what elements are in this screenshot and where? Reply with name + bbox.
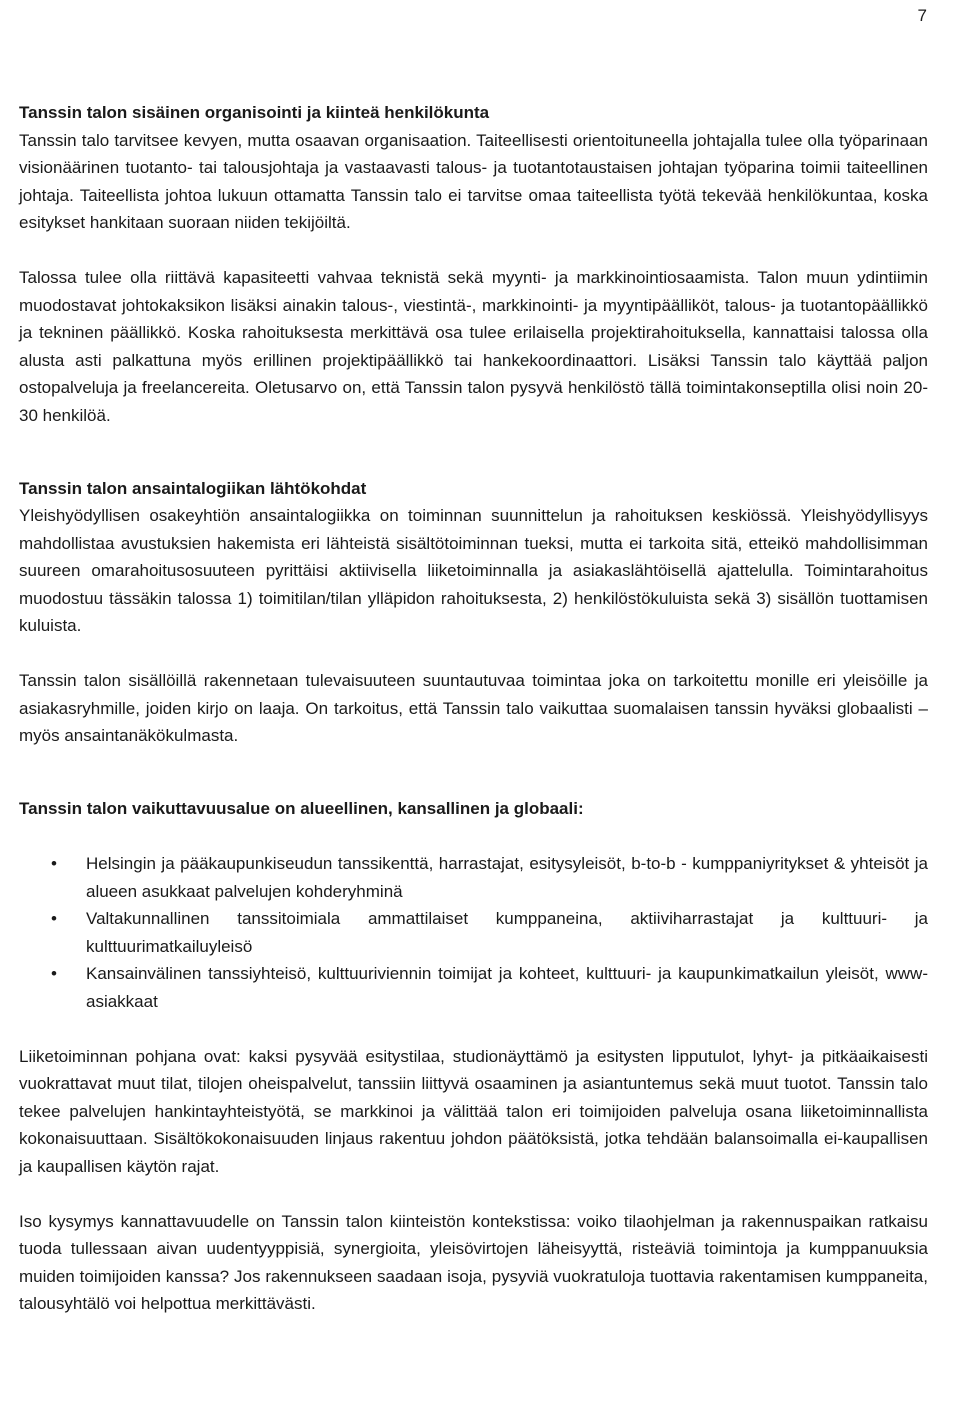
paragraph-revenue-1: Yleishyödyllisen osakeyhtiön ansaintalogiikka on toiminnan suunnittelun ja rahoituksen keskiössä. Yleishyödyllisyys mahdollistaa avustuksien hakemista eri lähteistä sisältötoiminnan tueksi, mutta ei tarkoita sitä, etteikö mahdollisimman suureen omarahoitusosuuteen pyrittäisi aktiivisella liiketoiminnalla ja asiakaslähtöisellä ajattelulla. Toimintarahoitus muodostuu tässäkin talossa 1) toimitilan/tilan ylläpidon rahoituksesta, 2) henkilöstökuluista sekä 3) sisällön tuottamisen kuluista.	[19, 506, 928, 635]
paragraph-revenue-2: Tanssin talon sisällöillä rakennetaan tulevaisuuteen suuntautuvaa toimintaa joka on tarkoitettu monille eri yleisöille ja asiakasryhmille, joiden kirjo on laaja. On tarkoitus, että Tanssin talo vaikuttaa suomalaisen tanssin hyväksi globaalisti –myös ansaintanäkökulmasta.	[19, 671, 928, 745]
list-item-text: Valtakunnallinen tanssitoimiala ammattilaiset kumppaneina, aktiiviharrastajat ja kulttuuri- ja kulttuurimatkailuyleisö	[86, 909, 928, 956]
list-item	[19, 960, 928, 1015]
paragraph-business-basis: Liiketoiminnan pohjana ovat: kaksi pysyvää esitystilaa, studionäyttämö ja esitysten lipputulot, lyhyt- ja pitkäaikaisesti vuokrattavat muut tilat, tilojen oheispalvelut, tanssiin liittyvä osaaminen ja asiantuntemus sekä muut tuotot. Tanssin talo tekee palvelujen hankintayhteistyötä, se markkinoi ja välittää talon eri toimijoiden palveluja osana liiketoiminnallista kokonaisuuttaan. Sisältökokonaisuuden linjaus rakentuu johdon päätöksistä, jotka tehdään balansoimalla ei-kaupallisen ja kaupallisen käytön rajat.	[19, 1046, 928, 1176]
paragraph-organisation-2: Talossa tulee olla riittävä kapasiteetti vahvaa teknistä sekä myynti- ja markkinointiosaamista. Talon muun ydintiimin muodostavat johtokaksikon lisäksi ainakin talous-, viestintä-, markkinointi- ja myyntipäälliköt, talous- ja tuotantopäällikkö ja tekninen päällikkö. Koska rahoituksesta merkittävä osa tulee erilaisella projektirahoituksella, kannattaisi talossa olla alusta asti palkattuna myös erillinen projektipäällikkö tai hankekoordinaattori. Lisäksi Tanssin talo käyttää paljon ostopalveluja ja freelancereita. Oletusarvo on, että Tanssin talon pysyvä henkilöstö tällä toimintakonseptilla olisi noin 20-30 henkilöä.	[19, 268, 928, 425]
paragraph-profitability-question: Iso kysymys kannattavuudelle on Tanssin talon kiinteistön kontekstissa: voiko tilaohjelman ja rakennuspaikan ratkaisu tuoda tullessaan aivan uudentyyppisiä, synergioita, yleisövirtojen läheisyyttä, risteäviä toimintoja ja kumppanuuksia muiden toimijoiden kanssa? Jos rakennukseen saadaan isoja, pysyviä vuokratuloja tuottavia rakentamisen kumppaneita, talousyhtälö voi helpottua merkittävästi.	[19, 1211, 928, 1313]
page-number: 7	[917, 6, 927, 25]
section-heading-revenue-logic: Tanssin talon ansaintalogiikan lähtökohdat	[19, 478, 367, 498]
paragraph-organisation-1: Tanssin talo tarvitsee kevyen, mutta osaavan organisaation. Taiteellisesti orientoituneella johtajalla tulee olla työparinaan visionäärinen tuotanto- tai talousjohtaja ja vastaavasti talous- ja tuotantotaustaisen johtajan työparina toimii taiteellinen johtaja. Taiteellista johtoa lukuun ottamatta Tanssin talo ei tarvitse omaa taiteellista työtä tekevää henkilökuntaa, koska esitykset hankitaan suoraan niiden tekijöiltä.	[19, 130, 928, 232]
list-item	[19, 905, 928, 960]
list-item	[19, 850, 928, 905]
section-heading-organisation: Tanssin talon sisäinen organisointi ja kiinteä henkilökunta	[19, 103, 490, 122]
section-heading-impact-area: Tanssin talon vaikuttavuusalue on alueellinen, kansallinen ja globaali:	[19, 799, 584, 818]
impact-area-list	[19, 850, 928, 1015]
bullet-icon: •	[51, 964, 57, 983]
bullet-icon: •	[51, 909, 57, 928]
list-item-text: Kansainvälinen tanssiyhteisö, kulttuuriviennin toimijat ja kohteet, kulttuuri- ja kaupunkimatkailun yleisöt, www-asiakkaat	[86, 964, 928, 1011]
bullet-icon: •	[51, 854, 57, 873]
list-item-text: Helsingin ja pääkaupunkiseudun tanssikenttä, harrastajat, esitysyleisöt, b-to-b - kumppaniyritykset & yhteisöt ja alueen asukkaat palvelujen kohderyhminä	[86, 854, 928, 901]
document-body	[19, 99, 928, 1318]
